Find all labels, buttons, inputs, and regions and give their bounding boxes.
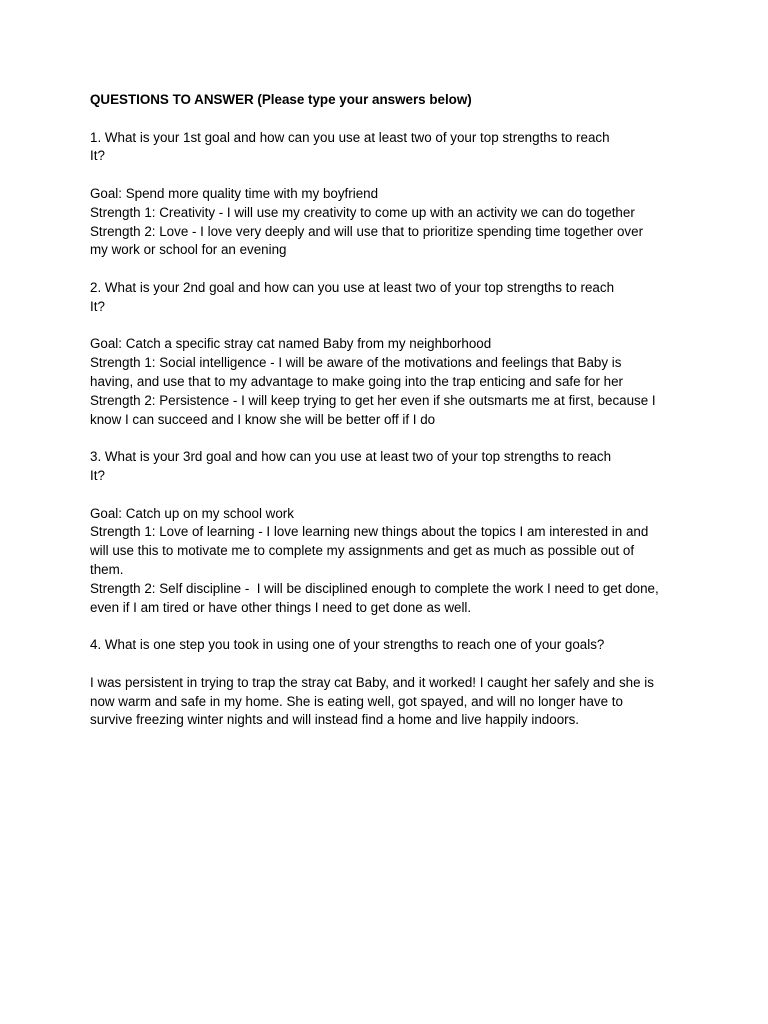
answer-3 bbox=[90, 505, 690, 618]
document-heading: QUESTIONS TO ANSWER (Please type your answers below) bbox=[90, 92, 472, 107]
question-1-text-cont: It? bbox=[90, 148, 105, 164]
answer-3-strength-2-cont: even if I am tired or have other things I need to get done as well. bbox=[90, 599, 472, 615]
answer-4-text: I was persistent in trying to trap the stray cat Baby, and it worked! I caught her safely and she is bbox=[90, 674, 654, 690]
question-2-text-cont: It? bbox=[90, 298, 105, 314]
answer-3-goal: Goal: Catch up on my school work bbox=[90, 505, 294, 521]
answer-2-strength-1-cont: having, and use that to my advantage to make going into the trap enticing and safe for her bbox=[90, 373, 623, 389]
answer-1-strength-1: Strength 1: Creativity - I will use my creativity to come up with an activity we can do together bbox=[90, 204, 635, 220]
answer-2-goal: Goal: Catch a specific stray cat named Baby from my neighborhood bbox=[90, 336, 492, 352]
question-3 bbox=[90, 448, 690, 486]
answer-1 bbox=[90, 185, 690, 260]
answer-1-strength-2: Strength 2: Love - I love very deeply and will use that to prioritize spending time together over bbox=[90, 223, 644, 239]
question-3-text-cont: It? bbox=[90, 467, 105, 483]
answer-2-strength-2-cont: know I can succeed and I know she will be better off if I do bbox=[90, 411, 436, 427]
question-4-text: 4. What is one step you took in using one of your strengths to reach one of your goals? bbox=[90, 637, 605, 653]
answer-2 bbox=[90, 335, 690, 429]
answer-1-strength-2-cont: my work or school for an evening bbox=[90, 242, 287, 258]
answer-3-strength-1-cont: will use this to motivate me to complete my assignments and get as much as possible out of bbox=[90, 543, 635, 559]
question-2-text: 2. What is your 2nd goal and how can you use at least two of your top strengths to reach bbox=[90, 279, 615, 295]
question-3-text: 3. What is your 3rd goal and how can you use at least two of your top strengths to reach bbox=[90, 449, 612, 465]
question-2 bbox=[90, 279, 690, 317]
answer-4-text-cont-2: survive freezing winter nights and will instead find a home and live happily indoors. bbox=[90, 712, 580, 728]
question-4 bbox=[90, 636, 690, 655]
answer-3-strength-1: Strength 1: Love of learning - I love learning new things about the topics I am interested in and bbox=[90, 524, 649, 540]
document-page bbox=[90, 91, 690, 749]
answer-2-strength-1: Strength 1: Social intelligence - I will be aware of the motivations and feelings that Baby is bbox=[90, 355, 622, 371]
answer-3-strength-2: Strength 2: Self discipline - I will be disciplined enough to complete the work I need to get done, bbox=[90, 580, 659, 596]
answer-1-goal: Goal: Spend more quality time with my boyfriend bbox=[90, 185, 379, 201]
question-1-text: 1. What is your 1st goal and how can you use at least two of your top strengths to reach bbox=[90, 129, 610, 145]
answer-4 bbox=[90, 674, 690, 730]
answer-3-strength-1-cont-2: them. bbox=[90, 561, 124, 577]
question-1 bbox=[90, 129, 690, 167]
answer-4-text-cont: now warm and safe in my home. She is eating well, got spayed, and will no longer have to bbox=[90, 693, 623, 709]
answer-2-strength-2: Strength 2: Persistence - I will keep trying to get her even if she outsmarts me at first, because I bbox=[90, 392, 656, 408]
